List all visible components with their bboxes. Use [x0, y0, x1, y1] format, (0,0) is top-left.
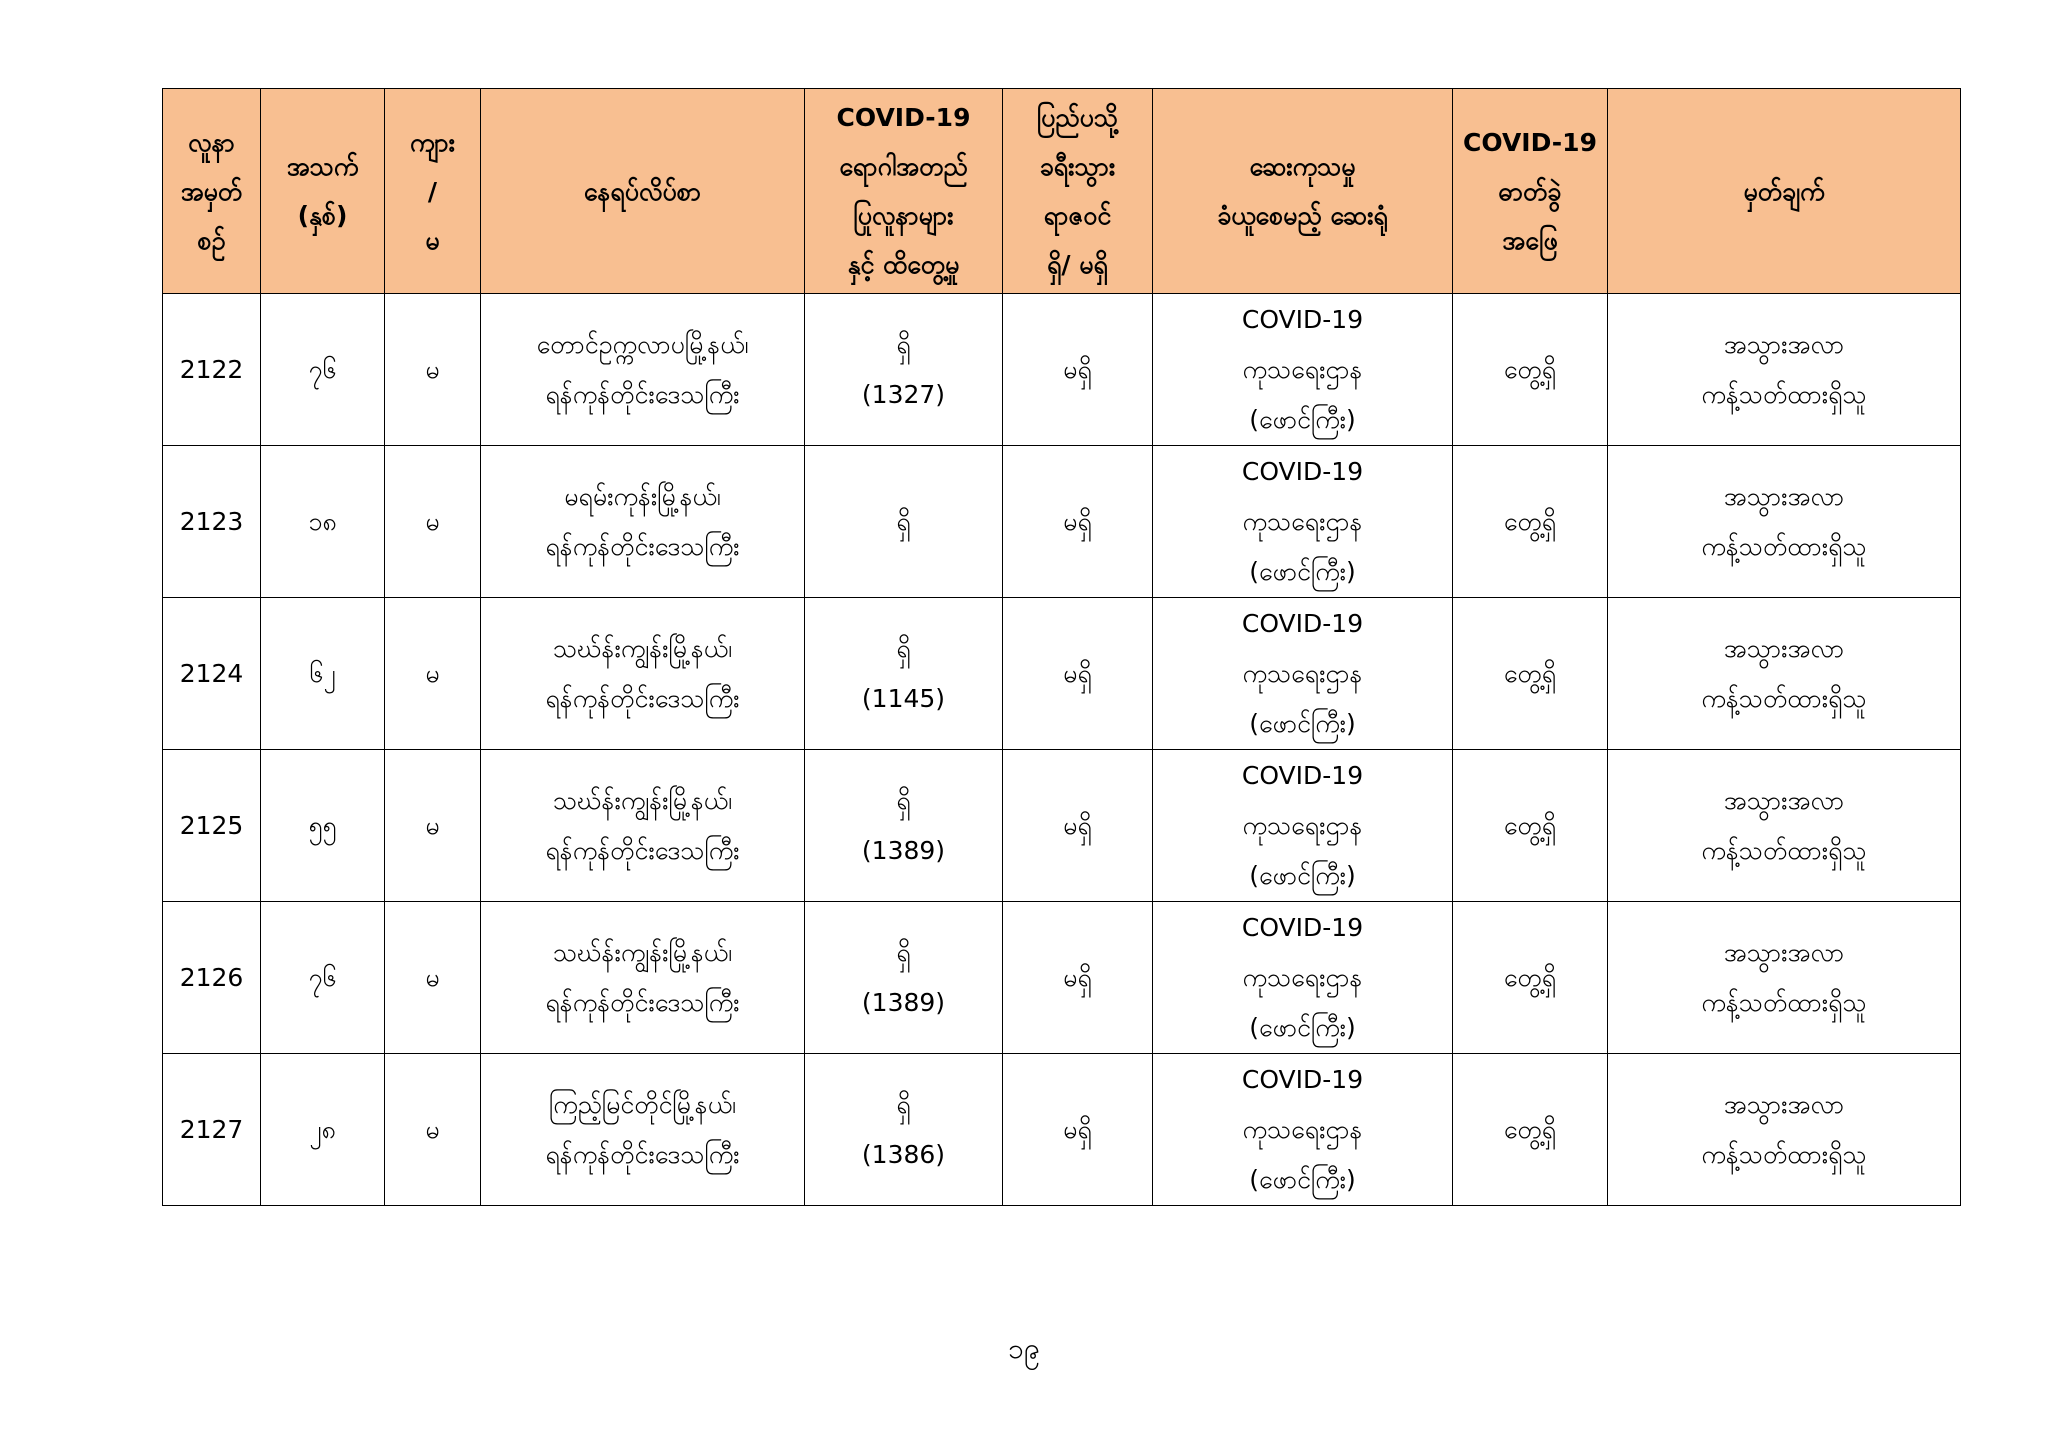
address-line: ကြည့်မြင်တိုင်မြို့နယ်၊: [549, 1089, 736, 1119]
hospital-line: (ဖောင်ကြီး): [1249, 860, 1356, 890]
contact-line: ရှိ: [896, 633, 911, 663]
header-line: ဓာတ်ခွဲ: [1498, 176, 1562, 206]
header-row: [163, 89, 1961, 294]
patient-table: [162, 88, 1961, 1206]
contact-line: (1389): [861, 987, 946, 1017]
table-row: [163, 294, 1961, 446]
hospital-line: ကုသရေးဌာန: [1242, 658, 1363, 688]
table-row: [163, 1054, 1961, 1206]
cell-travel-history: မရှိ: [1003, 294, 1153, 446]
cell-remark: [1608, 750, 1961, 902]
cell-sex: မ: [385, 750, 481, 902]
header-line: ပြည်ပသို့: [1036, 103, 1119, 132]
remark-line: အသွားအလာ: [1723, 937, 1845, 967]
address-line: သဃ်န်းကျွန်းမြို့နယ်၊: [552, 785, 733, 815]
header-line: /: [427, 176, 438, 206]
cell-sex: မ: [385, 294, 481, 446]
remark-line: ကန့်သတ်ထားရှိသူ: [1701, 379, 1867, 409]
remark-line: အသွားအလာ: [1723, 785, 1845, 815]
cell-lab-result: တွေ့ရှိ: [1453, 598, 1608, 750]
contact-line: ရှိ: [896, 1089, 911, 1119]
address-line: ရန်ကုန်တိုင်းဒေသကြီး: [545, 987, 740, 1017]
cell-travel-history: မရှိ: [1003, 1054, 1153, 1206]
header-lab-result: [1453, 89, 1608, 294]
address-line: သဃ်န်းကျွန်းမြို့နယ်၊: [552, 633, 733, 663]
header-contact: [805, 89, 1003, 294]
hospital-line: (ဖောင်ကြီး): [1249, 1012, 1356, 1042]
header-line: ခံယူစေမည့် ဆေးရုံ: [1217, 201, 1388, 230]
header-line: လူနာ: [188, 127, 235, 157]
cell-address: [481, 294, 805, 446]
contact-line: (1327): [861, 379, 946, 409]
cell-lab-result: တွေ့ရှိ: [1453, 902, 1608, 1054]
hospital-line: COVID-19: [1241, 304, 1364, 334]
cell-contact: [805, 1054, 1003, 1206]
cell-sex: မ: [385, 446, 481, 598]
header-remark: [1608, 89, 1961, 294]
contact-line: ရှိ: [896, 785, 911, 815]
cell-age: ၆၂: [261, 598, 385, 750]
remark-line: ကန့်သတ်ထားရှိသူ: [1701, 835, 1867, 865]
cell-hospital: [1153, 598, 1453, 750]
remark-line: ကန့်သတ်ထားရှိသူ: [1701, 1139, 1867, 1169]
address-line: မရမ်းကုန်းမြို့နယ်၊: [564, 481, 721, 511]
cell-contact: [805, 750, 1003, 902]
hospital-line: (ဖောင်ကြီး): [1249, 708, 1356, 738]
cell-patient-number: 2123: [163, 446, 261, 598]
header-line: ခရီးသွား: [1039, 152, 1116, 181]
hospital-line: ကုသရေးဌာန: [1242, 506, 1363, 536]
cell-contact: [805, 446, 1003, 598]
cell-address: [481, 446, 805, 598]
hospital-line: ကုသရေးဌာန: [1242, 810, 1363, 840]
header-hospital: [1153, 89, 1453, 294]
cell-age: ၂၈: [261, 1054, 385, 1206]
cell-hospital: [1153, 1054, 1453, 1206]
header-line: မှတ်ချက်: [1743, 176, 1825, 206]
cell-contact: [805, 902, 1003, 1054]
hospital-line: COVID-19: [1241, 760, 1364, 790]
cell-remark: [1608, 1054, 1961, 1206]
cell-hospital: [1153, 750, 1453, 902]
header-line: ရောဂါအတည်: [839, 152, 968, 181]
header-line: နှင့် ထိတွေ့မှု: [847, 250, 960, 279]
cell-sex: မ: [385, 598, 481, 750]
cell-address: [481, 750, 805, 902]
address-line: ရန်ကုန်တိုင်းဒေသကြီး: [545, 531, 740, 561]
contact-line: (1145): [861, 683, 946, 713]
table-row: [163, 598, 1961, 750]
hospital-line: COVID-19: [1241, 1064, 1364, 1094]
header-patient-number: [163, 89, 261, 294]
cell-travel-history: မရှိ: [1003, 902, 1153, 1054]
hospital-line: ကုသရေးဌာန: [1242, 1114, 1363, 1144]
header-sex: [385, 89, 481, 294]
address-line: ရန်ကုန်တိုင်းဒေသကြီး: [545, 1139, 740, 1169]
cell-contact: [805, 598, 1003, 750]
cell-address: [481, 1054, 805, 1206]
hospital-line: (ဖောင်ကြီး): [1249, 1164, 1356, 1194]
cell-remark: [1608, 902, 1961, 1054]
header-line: ရာဇဝင်: [1043, 201, 1112, 230]
header-line: (နှစ်): [297, 201, 348, 230]
table-row: [163, 902, 1961, 1054]
remark-line: အသွားအလာ: [1723, 1089, 1845, 1119]
cell-contact: [805, 294, 1003, 446]
header-line: COVID-19: [1463, 127, 1597, 157]
cell-lab-result: တွေ့ရှိ: [1453, 446, 1608, 598]
header-line: ရှိ/ မရှိ: [1047, 250, 1108, 279]
cell-hospital: [1153, 446, 1453, 598]
cell-lab-result: တွေ့ရှိ: [1453, 294, 1608, 446]
cell-patient-number: 2122: [163, 294, 261, 446]
cell-patient-number: 2127: [163, 1054, 261, 1206]
header-line: အဖြေ: [1502, 225, 1558, 255]
header-age: [261, 89, 385, 294]
header-line: COVID-19: [836, 103, 971, 132]
contact-line: ရှိ: [896, 937, 911, 967]
cell-lab-result: တွေ့ရှိ: [1453, 750, 1608, 902]
cell-travel-history: မရှိ: [1003, 446, 1153, 598]
cell-hospital: [1153, 902, 1453, 1054]
header-line: မ: [425, 225, 440, 255]
address-line: ရန်ကုန်တိုင်းဒေသကြီး: [545, 683, 740, 713]
cell-lab-result: တွေ့ရှိ: [1453, 1054, 1608, 1206]
cell-age: ၇၆: [261, 902, 385, 1054]
cell-age: ၅၅: [261, 750, 385, 902]
hospital-line: ကုသရေးဌာန: [1242, 962, 1363, 992]
remark-line: ကန့်သတ်ထားရှိသူ: [1701, 531, 1867, 561]
header-travel-history: [1003, 89, 1153, 294]
table-row: [163, 750, 1961, 902]
contact-line: (1386): [861, 1139, 946, 1169]
cell-address: [481, 598, 805, 750]
remark-line: အသွားအလာ: [1723, 633, 1845, 663]
cell-travel-history: မရှိ: [1003, 598, 1153, 750]
contact-line: ရှိ: [896, 506, 911, 536]
address-line: သဃ်န်းကျွန်းမြို့နယ်၊: [552, 937, 733, 967]
header-line: ဆေးကုသမှု: [1249, 152, 1356, 181]
remark-line: အသွားအလာ: [1723, 481, 1845, 511]
hospital-line: (ဖောင်ကြီး): [1249, 556, 1356, 586]
cell-remark: [1608, 294, 1961, 446]
cell-patient-number: 2126: [163, 902, 261, 1054]
hospital-line: COVID-19: [1241, 456, 1364, 486]
remark-line: ကန့်သတ်ထားရှိသူ: [1701, 987, 1867, 1017]
cell-sex: မ: [385, 902, 481, 1054]
contact-line: ရှိ: [896, 329, 911, 359]
header-line: ပြုလူနာများ: [853, 201, 954, 230]
contact-line: (1389): [861, 835, 946, 865]
header-line: အသက်: [286, 152, 359, 181]
header-line: နေရပ်လိပ်စာ: [583, 176, 702, 206]
cell-sex: မ: [385, 1054, 481, 1206]
header-line: ကျား: [409, 127, 456, 157]
remark-line: အသွားအလာ: [1723, 329, 1845, 359]
address-line: ရန်ကုန်တိုင်းဒေသကြီး: [545, 835, 740, 865]
header-address: [481, 89, 805, 294]
cell-travel-history: မရှိ: [1003, 750, 1153, 902]
cell-age: ၁၈: [261, 446, 385, 598]
header-line: စဉ်: [197, 225, 226, 255]
page-number: ၁၉: [1008, 1332, 1040, 1365]
address-line: တောင်ဥက္ကလာပမြို့နယ်၊: [536, 329, 749, 359]
cell-patient-number: 2124: [163, 598, 261, 750]
hospital-line: ကုသရေးဌာန: [1242, 354, 1363, 384]
hospital-line: COVID-19: [1241, 608, 1364, 638]
table-row: [163, 446, 1961, 598]
cell-patient-number: 2125: [163, 750, 261, 902]
cell-remark: [1608, 598, 1961, 750]
cell-hospital: [1153, 294, 1453, 446]
cell-age: ၇၆: [261, 294, 385, 446]
header-line: အမှတ်: [180, 176, 243, 206]
cell-address: [481, 902, 805, 1054]
hospital-line: (ဖောင်ကြီး): [1249, 404, 1356, 434]
address-line: ရန်ကုန်တိုင်းဒေသကြီး: [545, 379, 740, 409]
hospital-line: COVID-19: [1241, 912, 1364, 942]
cell-remark: [1608, 446, 1961, 598]
remark-line: ကန့်သတ်ထားရှိသူ: [1701, 683, 1867, 713]
